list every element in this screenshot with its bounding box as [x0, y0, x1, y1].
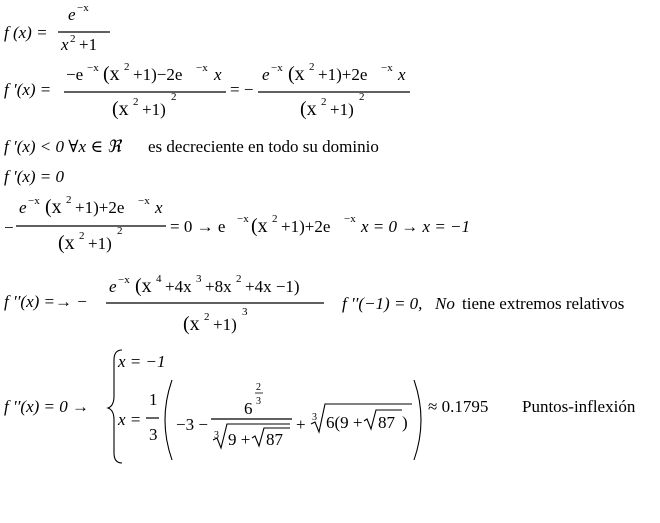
eq2-num1-mid-exp: 2: [124, 61, 130, 73]
equation-function-definition: [4, 2, 110, 54]
eq2-lhs: f ′(x) =: [4, 80, 52, 99]
statement-derivative-zero: [4, 167, 65, 186]
eq2-num2-exp: −x: [271, 62, 283, 74]
eq7-plus: +: [296, 415, 306, 434]
eq6-num-c: +4x −1): [245, 277, 300, 296]
eq7-case2-lhs: x =: [118, 410, 142, 429]
eq2-equals-minus: = −: [230, 80, 254, 99]
equation-critical-point: [4, 194, 470, 254]
eq1-numerator: e: [68, 5, 76, 24]
equation-inflection-points: [4, 350, 636, 463]
eq2-den2-exp2: 2: [359, 91, 365, 103]
eq2-num2-tail: +1)+2e: [318, 65, 368, 84]
eq5-rhs-d: x = 0 → x = −1: [361, 217, 471, 236]
big-paren-right: [414, 380, 421, 460]
equation-second-derivative: [4, 273, 624, 335]
line4-expression: f ′(x) = 0: [4, 167, 65, 186]
eq6-no: No: [435, 294, 455, 313]
eq2-num1: −e: [66, 65, 84, 84]
eq6-num-p4: 4: [156, 273, 162, 285]
big-paren-left: [165, 380, 172, 460]
eq7-six-exp-den: 3: [256, 396, 261, 407]
line3-expression: f ′(x) < 0 ∀x ∈ ℜ: [4, 137, 122, 156]
eq7-frac-num: 1: [149, 390, 158, 409]
eq7-frac-den: 3: [149, 425, 158, 444]
eq1-denominator-tail: +1: [79, 35, 98, 54]
eq2-den1-exp2: 2: [171, 91, 177, 103]
eq7-cbrt-index-2: 3: [312, 412, 317, 423]
eq6-num-paren: (x: [135, 275, 152, 297]
eq2-num2: e: [262, 65, 270, 84]
eq1-lhs: f (x) =: [4, 23, 48, 42]
eq7-rad-a: 9 +: [228, 430, 251, 449]
eq5-rhs-a: = 0 → e: [170, 217, 226, 236]
eq2-den1: (x: [112, 98, 129, 120]
eq6-text: tiene extremos relativos: [462, 294, 625, 313]
eq5-num-mid: (x: [45, 196, 62, 218]
eq6-num: e: [109, 277, 117, 296]
eq5-num-exp: −x: [28, 195, 40, 207]
eq7-text: Puntos-inflexión: [522, 397, 636, 416]
eq7-six: 6: [244, 399, 253, 418]
eq2-num1-tail-exp: −x: [196, 62, 208, 74]
eq5-rhs-c: +1)+2e: [281, 217, 331, 236]
eq2-den2-tail: +1): [330, 100, 354, 119]
eq2-den1-exp: 2: [133, 96, 139, 108]
equation-first-derivative: [4, 61, 410, 120]
eq1-denominator-exponent: 2: [70, 33, 76, 45]
eq7-case1: x = −1: [118, 352, 166, 371]
eq6-num-p2: 2: [236, 273, 242, 285]
eq2-num1-tail: +1)−2e: [133, 65, 183, 84]
eq5-den: (x: [58, 232, 75, 254]
eq6-den-tail: +1): [213, 315, 237, 334]
eq2-num1-mid: (x: [103, 63, 120, 85]
eq6-num-b: +8x: [205, 277, 232, 296]
eq5-minus: −: [4, 218, 14, 237]
eq2-den1-tail: +1): [142, 100, 166, 119]
eq2-den2: (x: [300, 98, 317, 120]
eq5-rhs-b: (x: [251, 215, 268, 237]
eq7-lhs: f ′′(x) = 0 →: [4, 397, 89, 416]
eq1-denominator: x: [61, 35, 69, 54]
eq7-rad-b: 87: [266, 430, 283, 449]
eq7-rad2-b: 87: [378, 413, 395, 432]
eq2-num2-tail-exp: −x: [381, 62, 393, 74]
eq2-num2-x: x: [398, 65, 406, 84]
eq5-num-tail-exp: −x: [138, 195, 150, 207]
eq7-approx: ≈ 0.1795: [428, 397, 489, 416]
eq6-eval: f ′′(−1) = 0,: [342, 294, 423, 313]
eq7-rad2-a: 6(9 +: [326, 413, 363, 432]
eq5-den-exp: 2: [79, 230, 85, 242]
eq6-den-exp: 2: [204, 311, 210, 323]
eq6-den: (x: [183, 313, 200, 335]
eq6-num-a: +4x: [165, 277, 192, 296]
eq2-num1-x: x: [214, 65, 222, 84]
eq5-den-tail: +1): [88, 234, 112, 253]
eq6-lhs: f ′′(x) =→ −: [4, 292, 88, 311]
eq5-rhs-a-exp: −x: [237, 213, 249, 225]
eq7-six-exp-num: 2: [256, 382, 261, 393]
eq2-num2-mid-exp: 2: [309, 61, 315, 73]
eq2-den2-exp: 2: [321, 96, 327, 108]
eq1-numerator-exponent: −x: [77, 2, 89, 14]
eq2-num2-mid: (x: [288, 63, 305, 85]
eq6-den-exp2: 3: [242, 306, 248, 318]
eq5-rhs-c-exp: −x: [344, 213, 356, 225]
eq7-cbrt-index: 3: [214, 430, 219, 441]
statement-decreasing: [4, 137, 379, 156]
eq7-rad2-c: ): [402, 413, 408, 432]
eq5-num: e: [19, 198, 27, 217]
line3-text: es decreciente en todo su dominio: [148, 137, 379, 156]
eq6-num-p3: 3: [196, 273, 202, 285]
eq5-den-exp2: 2: [117, 225, 123, 237]
eq7-inner-a: −3 −: [176, 415, 208, 434]
eq5-num-tail: +1)+2e: [75, 198, 125, 217]
eq6-num-exp: −x: [118, 274, 130, 286]
eq2-num1-exp: −x: [87, 62, 99, 74]
eq5-num-x: x: [155, 198, 163, 217]
eq5-num-mid-exp: 2: [66, 194, 72, 206]
eq5-rhs-b-exp: 2: [272, 213, 278, 225]
